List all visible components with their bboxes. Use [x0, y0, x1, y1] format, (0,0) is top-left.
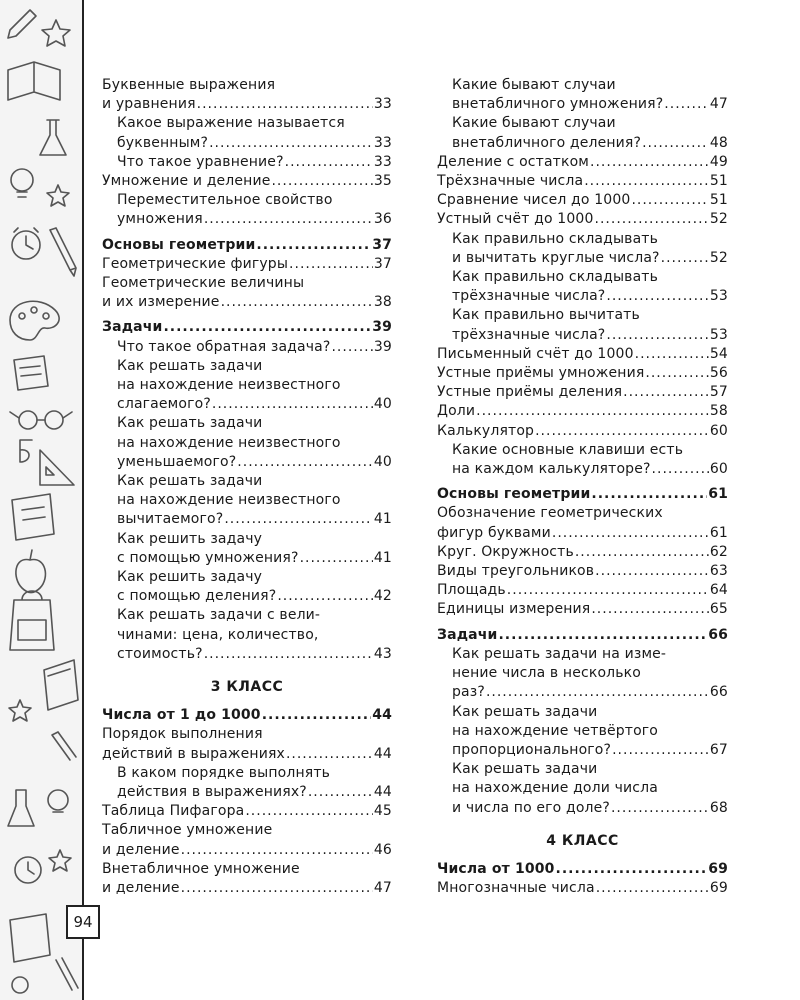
toc-page-number: 44 — [373, 745, 392, 762]
toc-entry-text: Как решать задачи — [117, 357, 263, 374]
toc-entry[interactable] — [437, 364, 728, 383]
toc-entry-text: Что такое обратная задача? — [117, 338, 331, 355]
toc-entry[interactable] — [437, 703, 728, 761]
dot-leader — [606, 287, 708, 306]
toc-entry-text: на нахождение неизвестного — [117, 377, 341, 394]
toc-left-column — [102, 76, 392, 898]
toc-right-column — [437, 76, 728, 898]
toc-entry[interactable] — [102, 860, 392, 898]
toc-entry[interactable] — [102, 414, 392, 472]
dot-leader — [308, 783, 373, 802]
toc-entry-text: с помощью умножения? — [117, 549, 299, 566]
dot-leader — [535, 422, 709, 441]
toc-page-number: 47 — [373, 879, 392, 896]
toc-page-number: 44 — [373, 783, 392, 800]
dot-leader — [331, 338, 372, 357]
dot-leader — [285, 153, 373, 172]
dot-leader — [221, 293, 373, 312]
toc-entry[interactable] — [437, 345, 728, 364]
school-doodles-icon — [0, 0, 82, 1000]
toc-entry[interactable] — [102, 172, 392, 191]
toc-entry-text: уменьшаемого? — [117, 453, 237, 470]
toc-page-number: 69 — [709, 879, 728, 896]
dot-leader — [212, 395, 373, 414]
toc-entry-text: Как правильно складывать — [452, 230, 659, 247]
dot-leader — [631, 191, 708, 210]
toc-page-number: 66 — [708, 626, 728, 643]
toc-entry-text: с помощью деления? — [117, 588, 277, 605]
toc-entry[interactable] — [102, 821, 392, 859]
toc-entry-text: Таблица Пифагора — [102, 803, 245, 820]
toc-section[interactable] — [102, 706, 392, 725]
toc-page-number: 51 — [709, 192, 728, 209]
toc-entry[interactable] — [102, 802, 392, 821]
toc-page-number: 66 — [709, 684, 728, 701]
toc-entry-text: умножения — [117, 211, 203, 228]
toc-entry[interactable] — [102, 472, 392, 530]
toc-entry-text: Трёхзначные числа — [437, 173, 584, 190]
toc-entry-text: и числа по его доле? — [452, 799, 610, 816]
toc-entry-text: Основы геометрии — [102, 236, 256, 253]
toc-entry[interactable] — [437, 114, 728, 152]
toc-entry-text: Деление с остатком — [437, 153, 590, 170]
toc-page-number: 40 — [373, 453, 392, 470]
dot-leader — [300, 549, 373, 568]
toc-entry-text: фигур буквами — [437, 524, 551, 541]
page-number: 94 — [66, 905, 100, 939]
toc-page-number: 40 — [373, 396, 392, 413]
toc-entry-text: внетабличного умножения? — [452, 96, 664, 113]
toc-entry-text: на нахождение неизвестного — [117, 434, 341, 451]
toc-entry-text: и деление — [102, 879, 180, 896]
toc-entry-text: Сравнение чисел до 1000 — [437, 192, 631, 209]
dot-leader — [595, 210, 709, 229]
toc-entry[interactable] — [437, 645, 728, 703]
dot-leader — [237, 453, 373, 472]
toc-page-number: 39 — [373, 338, 392, 355]
toc-page-number: 38 — [373, 294, 392, 311]
toc-entry-text: стоимость? — [117, 645, 203, 662]
toc-entry-text: В каком порядке выполнять — [117, 764, 331, 781]
toc-entry-text: и уравнения — [102, 96, 196, 113]
toc-entry-text: действий в выражениях — [102, 745, 285, 762]
toc-entry-text: на каждом калькуляторе? — [452, 461, 651, 478]
toc-page-number: 36 — [373, 211, 392, 228]
toc-page-number: 33 — [373, 134, 392, 151]
toc-entry[interactable] — [437, 504, 728, 542]
dot-leader — [262, 706, 372, 725]
toc-page-number: 68 — [709, 799, 728, 816]
toc-entry-text: Виды треугольников — [437, 563, 595, 580]
toc-page-number: 60 — [709, 422, 728, 439]
toc-page-number: 47 — [709, 96, 728, 113]
grade-heading: 4 КЛАСС — [546, 832, 619, 849]
grade-heading: 3 КЛАСС — [210, 679, 284, 696]
toc-page-number: 41 — [373, 549, 392, 566]
toc-entry-text: Какие бывают случаи — [452, 115, 616, 132]
toc-entry-text: на нахождение неизвестного — [117, 492, 341, 509]
dot-leader — [181, 841, 373, 860]
dot-leader — [476, 402, 709, 421]
toc-entry-text: Числа от 1 до 1000 — [102, 707, 261, 724]
toc-entry-text: Умножение и деление — [102, 173, 271, 190]
toc-entry[interactable] — [102, 255, 392, 274]
toc-entry-text: внетабличного деления? — [452, 134, 642, 151]
toc-entry[interactable] — [437, 210, 728, 229]
toc-entry[interactable] — [437, 581, 728, 600]
dot-leader — [652, 460, 709, 479]
dot-leader — [584, 172, 709, 191]
toc-entry-text: чинами: цена, количество, — [117, 626, 319, 643]
toc-entry-text: Многозначные числа — [437, 879, 595, 896]
toc-entry-text: Внетабличное умножение — [102, 860, 300, 877]
dot-leader — [224, 510, 373, 529]
toc-entry-text: и их измерение — [102, 294, 220, 311]
toc-entry-text: Устные приёмы умножения — [437, 365, 645, 382]
toc-entry-text: действия в выражениях? — [117, 783, 307, 800]
toc-page-number: 49 — [709, 153, 728, 170]
dot-leader — [289, 255, 373, 274]
toc-page-number: 48 — [709, 134, 728, 151]
dot-leader — [163, 318, 371, 337]
dot-leader — [556, 860, 708, 879]
toc-entry-text: Что такое уравнение? — [117, 153, 284, 170]
toc-page-number: 60 — [709, 461, 728, 478]
toc-page-number: 33 — [373, 153, 392, 170]
toc-entry-text: Единицы измерения — [437, 601, 591, 618]
dot-leader — [245, 802, 373, 821]
dot-leader — [661, 249, 709, 268]
toc-page-number: 69 — [708, 860, 728, 877]
toc-entry-text: на нахождение четвёртого — [452, 722, 659, 739]
toc-entry[interactable] — [437, 600, 728, 619]
toc-entry-text: Задачи — [437, 626, 498, 643]
toc-page-number: 67 — [709, 741, 728, 758]
toc-page-number: 33 — [373, 96, 392, 113]
toc-entry-text: Табличное умножение — [102, 822, 273, 839]
toc-section[interactable] — [102, 236, 392, 255]
toc-page-number: 51 — [709, 173, 728, 190]
toc-page-number: 52 — [709, 211, 728, 228]
dot-leader — [596, 879, 709, 898]
toc-entry-text: Какое выражение называется — [117, 115, 345, 132]
toc-entry-text: трёхзначные числа? — [452, 288, 606, 305]
toc-entry[interactable] — [102, 764, 392, 802]
dot-leader — [635, 345, 709, 364]
toc-entry-text: раз? — [452, 684, 485, 701]
toc-page-number: 62 — [709, 543, 728, 560]
dot-leader — [204, 210, 373, 229]
toc-entry-text: Как правильно складывать — [452, 269, 659, 286]
toc-page-number: 64 — [709, 582, 728, 599]
dot-leader — [611, 799, 709, 818]
toc-entry[interactable] — [437, 879, 728, 898]
toc-entry-text: Круг. Окружность — [437, 543, 574, 560]
toc-entry-text: Задачи — [102, 319, 163, 336]
toc-entry-text: Устный счёт до 1000 — [437, 211, 594, 228]
doodle-border — [0, 0, 84, 1000]
toc-page-number: 58 — [709, 403, 728, 420]
toc-page-number: 37 — [372, 236, 392, 253]
toc-entry-text: Площадь — [437, 582, 506, 599]
toc-entry-text: Числа от 1000 — [437, 860, 555, 877]
toc-entry-text: слагаемого? — [117, 396, 211, 413]
toc-entry[interactable] — [102, 338, 392, 357]
dot-leader — [645, 364, 708, 383]
dot-leader — [606, 326, 708, 345]
toc-entry-text: Как решить задачу — [117, 569, 263, 586]
toc-entry-text: Устные приёмы деления — [437, 384, 623, 401]
toc-entry[interactable] — [102, 153, 392, 172]
dot-leader — [507, 581, 709, 600]
dot-leader — [197, 95, 373, 114]
toc-entry-text: Обозначение геометрических — [437, 505, 663, 522]
toc-entry-text: Какие основные клавиши есть — [452, 441, 684, 458]
toc-entry-text: пропорционального? — [452, 741, 612, 758]
toc-page-number: 43 — [373, 645, 392, 662]
toc-entry-text: Основы геометрии — [437, 486, 591, 503]
dot-leader — [209, 134, 373, 153]
dot-leader — [204, 645, 373, 664]
toc-entry[interactable] — [102, 725, 392, 763]
toc-page-number: 54 — [709, 345, 728, 362]
toc-entry[interactable] — [102, 606, 392, 664]
dot-leader — [486, 683, 709, 702]
toc-entry-text: Порядок выполнения — [102, 726, 263, 743]
dot-leader — [277, 587, 373, 606]
dot-leader — [642, 134, 709, 153]
toc-page-number: 63 — [709, 563, 728, 580]
toc-entry-text: Как решать задачи — [117, 415, 263, 432]
toc-entry-text: Как решать задачи с вели- — [117, 607, 321, 624]
toc-entry-text: буквенным? — [117, 134, 209, 151]
toc-entry[interactable] — [437, 543, 728, 562]
toc-entry-text: Как решать задачи — [452, 703, 598, 720]
toc-entry[interactable] — [437, 562, 728, 581]
dot-leader — [595, 562, 709, 581]
toc-entry[interactable] — [102, 76, 392, 114]
toc-entry-text: Какие бывают случаи — [452, 77, 616, 93]
toc-page-number: 46 — [373, 841, 392, 858]
dot-leader — [286, 745, 373, 764]
toc-section[interactable] — [102, 318, 392, 337]
toc-entry-text: на нахождение доли числа — [452, 780, 658, 797]
toc-page-number: 44 — [372, 707, 392, 724]
toc-entry-text: Как решить задачу — [117, 530, 263, 547]
toc-page-number: 52 — [709, 249, 728, 266]
toc-entry-text: Как решать задачи — [452, 761, 598, 778]
toc-entry[interactable] — [437, 268, 728, 306]
toc-entry-text: вычитаемого? — [117, 511, 224, 528]
toc-entry-text: Как правильно вычитать — [452, 307, 640, 324]
toc-page-number: 42 — [373, 588, 392, 605]
toc-entry[interactable] — [437, 306, 728, 344]
toc-page-number: 53 — [709, 326, 728, 343]
dot-leader — [552, 524, 709, 543]
toc-entry-text: Буквенные выражения — [102, 77, 276, 93]
toc-entry-text: Как решать задачи на изме- — [452, 645, 667, 662]
toc-page-number: 39 — [372, 319, 392, 336]
toc-entry-text: и деление — [102, 841, 180, 858]
toc-entry[interactable] — [437, 760, 728, 818]
toc-page-number: 45 — [373, 803, 392, 820]
toc-entry[interactable] — [102, 191, 392, 229]
toc-page-number: 57 — [709, 384, 728, 401]
dot-leader — [575, 543, 709, 562]
dot-leader — [590, 153, 709, 172]
toc-entry-text: Письменный счёт до 1000 — [437, 345, 634, 362]
toc-section[interactable] — [437, 860, 728, 879]
toc-entry[interactable] — [437, 153, 728, 172]
toc-entry[interactable] — [437, 441, 728, 479]
toc-entry[interactable] — [437, 383, 728, 402]
toc-section[interactable] — [437, 626, 728, 645]
dot-leader — [623, 383, 709, 402]
toc-entry-text: Геометрические фигуры — [102, 255, 289, 272]
toc-page-number: 53 — [709, 288, 728, 305]
toc-entry[interactable] — [102, 568, 392, 606]
toc-entry[interactable] — [437, 172, 728, 191]
toc-page-number: 56 — [709, 365, 728, 382]
toc-page-number: 41 — [373, 511, 392, 528]
toc-entry-text: Калькулятор — [437, 422, 535, 439]
toc-entry-text: Переместительное свойство — [117, 192, 333, 209]
toc-entry[interactable] — [102, 530, 392, 568]
toc-entry[interactable] — [437, 422, 728, 441]
toc-page-number: 61 — [709, 524, 728, 541]
toc-entry-text: нение числа в несколько — [452, 665, 641, 682]
toc-entry-text: и вычитать круглые числа? — [452, 249, 660, 266]
dot-leader — [612, 741, 709, 760]
toc-entry-text: Геометрические величины — [102, 275, 305, 292]
toc-entry[interactable] — [102, 114, 392, 152]
toc-entry[interactable] — [437, 402, 728, 421]
toc-entry[interactable] — [437, 230, 728, 268]
toc-section[interactable] — [437, 485, 728, 504]
dot-leader — [591, 485, 707, 504]
toc-page-number: 61 — [708, 486, 728, 503]
dot-leader — [591, 600, 709, 619]
toc-entry[interactable] — [102, 357, 392, 415]
toc-page-number: 35 — [373, 173, 392, 190]
toc-entry-text: Доли — [437, 403, 476, 420]
toc-entry[interactable] — [102, 274, 392, 312]
toc-entry[interactable] — [437, 191, 728, 210]
toc-page-number: 65 — [709, 601, 728, 618]
toc-entry-text: трёхзначные числа? — [452, 326, 606, 343]
dot-leader — [256, 236, 371, 255]
dot-leader — [664, 95, 709, 114]
dot-leader — [271, 172, 372, 191]
dot-leader — [181, 879, 373, 898]
dot-leader — [498, 626, 707, 645]
toc-entry[interactable] — [437, 76, 728, 114]
toc-entry-text: Как решать задачи — [117, 473, 263, 490]
toc-page-number: 37 — [373, 255, 392, 272]
